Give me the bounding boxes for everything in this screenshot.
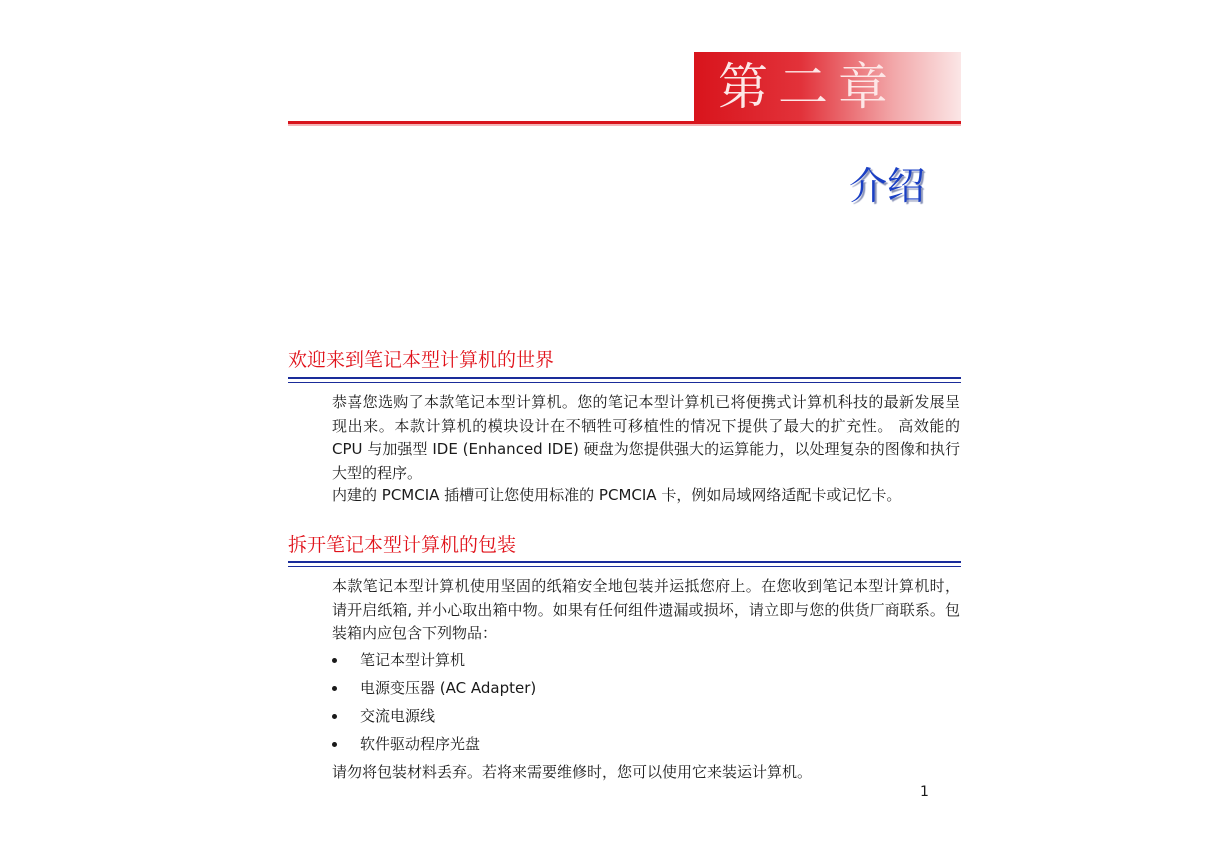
page-number: 1	[920, 784, 929, 800]
unpacking-paragraph: 本款笔记本型计算机使用坚固的纸箱安全地包装并运抵您府上。在您收到笔记本型计算机时，请开启纸箱, 并小心取出箱中物。如果有任何组件遗漏或损坏，请立即与您的供货厂商联系。包装箱内应包含下列物品：	[332, 577, 960, 642]
chapter-label: 第二章	[718, 58, 898, 116]
section-rule	[288, 377, 961, 383]
section-rule	[288, 561, 961, 567]
pcmcia-paragraph: 内建的 PCMCIA 插槽可让您使用标准的 PCMCIA 卡，例如局域网络适配卡或记忆卡。	[332, 486, 902, 504]
welcome-paragraph: 恭喜您选购了本款笔记本型计算机。您的笔记本型计算机已将便携式计算机科技的最新发展呈现出来。本款计算机的模块设计在不牺牲可移植性的情况下提供了最大的扩充性。 高效能的 CPU 与加强型 IDE (Enhanced IDE) 硬盘为您提供强大的运算能力，以处理复杂的图像和执行大型的程序。	[332, 393, 960, 482]
closing-paragraph: 请勿将包装材料丢弃。若将来需要维修时，您可以使用它来装运计算机。	[332, 763, 813, 781]
bullet-icon	[332, 658, 337, 663]
list-item-text: 软件驱动程序光盘	[360, 735, 481, 753]
bullet-icon	[332, 714, 337, 719]
bullet-icon	[332, 686, 337, 691]
page-title: 介绍	[848, 164, 925, 208]
list-item-text: 电源变压器 (AC Adapter)	[360, 679, 537, 697]
chapter-rule-shadow	[288, 124, 961, 126]
section-heading-unpacking: 拆开笔记本型计算机的包装	[288, 534, 517, 556]
list-item-text: 笔记本型计算机	[360, 651, 466, 669]
bullet-icon	[332, 742, 337, 747]
section-heading-welcome: 欢迎来到笔记本型计算机的世界	[288, 349, 555, 371]
list-item-text: 交流电源线	[360, 707, 436, 725]
